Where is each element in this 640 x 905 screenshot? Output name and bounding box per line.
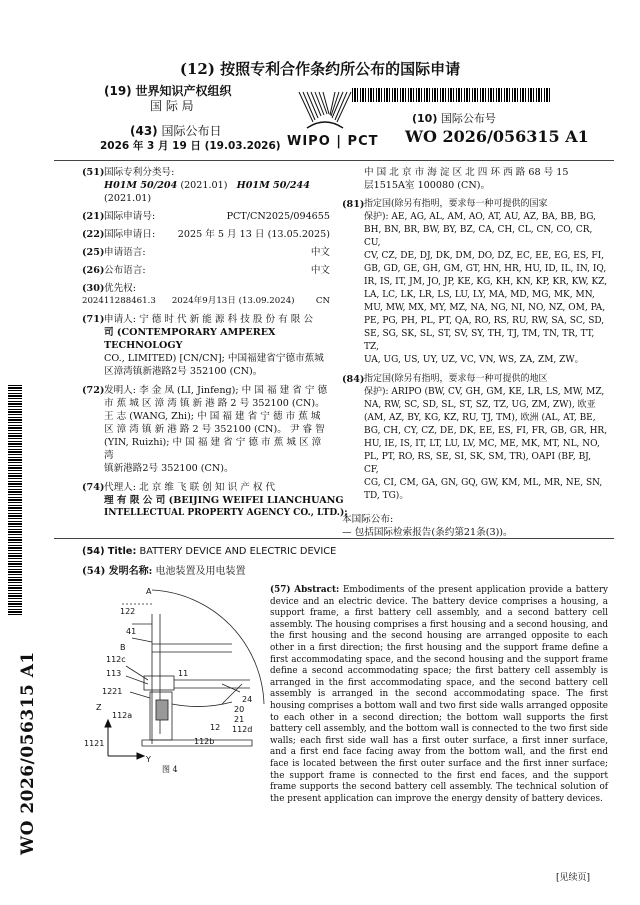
label-1121: 1121 [84,739,105,748]
abstract: (57) Abstract: Embodiments of the present application provide a battery device and an electric device. The battery device comprises a housing, a support frame, a first battery cell assembly, and a second battery cell assembly. The housing comprises a first housing and a second housing, and the first housing and the second housing are arranged opposite to each other in a first direction; the first housing and the support frame define a first accommodating space, and the second housing and the support frame define a second accommodating space; the first battery cell assembly is arranged in the first accommodating space, and the second battery cell assembly is arranged in the second accommodating space. The first housing comprises a bottom wall and two first side walls arranged opposite to each other in a second direction; the bottom wall supports the first battery cell assembly, and the bottom wall is connected to the two first side walls; each first side wall has a first outer surface, a first inner surface, and a first end face facing away from the bottom wall, and the first end face is located between the first outer surface and the first inner surface; the support frame is connected to the first end faces, and the support frame supports the second battery cell assembly. The technical solution of the present application can improve the energy density of battery devices. [270,585,608,804]
figure-drawing [82,584,267,784]
axis-y-arrow [137,753,144,759]
org-name: 世界知识产权组织 [135,84,232,98]
label-Z: Z [96,703,102,712]
title-english: (54) Title: BATTERY DEVICE AND ELECTRIC DEVICE [82,546,337,557]
label-11: 11 [178,669,189,678]
pubdate-value: 2026 年 3 月 19 日 (19.03.2026) [100,140,281,152]
header-divider [54,160,614,161]
field-21: (21) 国际申请号: PCT/CN2025/094655 [82,211,330,222]
field-72: (72) 发明人: 李 金 凤 (LI, Jinfeng); 中 国 福 建 省 宁 德 市 蕉 城 区 漳 湾 镇 新 港 路 2 号 352100 (CN)。 王 志 (WANG, Zhi); 中 国 福 建 省 宁 德 市 蕉 城 区 漳 湾 镇 新 港 路 2 号 352100 (CN)。 尹 睿 智 (YIN, Ruizhi); 中 国 福 建 省 宁 德 市 蕉 城 区 漳 湾 镇新港路2号 352100 (CN)。 [82,385,328,474]
label-24: 24 [242,695,253,704]
side-publication-number: WO 2026/056315 A1 [18,651,38,855]
org-bureau: 国 际 局 [150,99,194,113]
figure-4 [82,584,267,784]
figure-leader [130,692,150,698]
org-num: (19) [104,84,132,98]
title-divider [54,538,614,539]
label-112a: 112a [112,711,133,720]
continued-note: [见续页] [556,873,591,883]
label-122: 122 [120,607,136,616]
pubno-value: WO 2026/056315 A1 [405,127,589,146]
field-25: (25) 申请语言: 中文 [82,247,330,258]
figure-labels [84,587,252,764]
figure-line [174,680,250,688]
pubno-num: (10) [412,112,438,125]
field-30: (30) 优先权: [82,283,137,294]
barcode-side [8,385,22,615]
biblio-right: 中 国 北 京 市 海 淀 区 北 四 环 西 路 68 号 15 层1515A室 100080 (CN)。 (81) 指定国(除另有指明，要求每一种可提供的国家 保护): AE, AG, AL, AM, AO, AT, AU, AZ, BA, BB, BG, BH, BN, BR, BW, BY, BZ, CA, CH, CL, CN, CO, CR, CU, CV, CZ, DE, DJ, DK, DM, DO, DZ, EC, EE, EG, ES, FI, GB, GD, GE, GH, GM, GT, HN, HR, HU, ID, IL, IN, IQ, IR, IS, IT, JM, JO, JP, KE, KG, KH, KN, KP, KR, KW, KZ, LA, LC, LK, LR, LS, LU, LY, MA, MD, MG, MK, MN, MU, MW, MX, MY, MZ, NA, NG, NI, NO, NZ, OM, PA, PE, PG, PH, PL, PT, QA, RO, RS, RU, RW, SA, SC, SD, SE, SG, SK, SL, ST, SV, SY, TH, TJ, TM, TN, TR, TT, TZ, UA, UG, US, UY, UZ, VC, VN, WS, ZA, ZM, ZW。 (84) 指定国(除另有指明，要求每一种可提供的地区 保护): ARIPO (BW, CV, GH, GM, KE, LR, LS, MW, MZ, NA, RW, SC, SD, SL, ST, SZ, TZ, UG, ZM, ZW), 欧亚 (AM, AZ, BY, KG, KZ, RU, TJ, TM), 欧洲 (AL, AT, BE, BG, CH, CY, CZ, DE, DK, EE, ES, FI, FR, GB, GR, HR, HU, IE, IS, IT, LT, LU, LV, MC, ME, MK, MT, NL, NO, PL, PT, RO, RS, SE, SI, SK, SM, TR), OAPI (BF, BJ, CF, CG, CI, CM, GA, GN, GQ, GW, KM, ML, MR, NE, SN, TD, TG)。 本国际公布: — 包括国际检索报告(条约第21条(3))。 [342,167,608,538]
figure-leader [126,666,148,680]
label-112b: 112b [194,737,215,746]
figure-leader [126,676,148,684]
pubdate-block [100,124,281,154]
label-Y: Y [146,755,151,764]
publication-note-item: — 包括国际检索报告(条约第21条(3))。 [342,527,513,538]
figure-leader [132,638,152,642]
field-22: (22) 国际申请日: 2025 年 5 月 13 日 (13.05.2025) [82,229,330,240]
figure-caption: 图 4 [162,765,178,774]
label-112d: 112d [232,725,253,734]
title-chinese: (54) 发明名称: 电池装置及用电装置 [82,566,246,577]
pubno-label-row [412,112,496,125]
field-71: (71) 申请人: 宁 德 时 代 新 能 源 科 技 股 份 有 限 公 司 (CONTEMPORARY AMPEREX TECHNOLOGY CO., LIMITED) [CN/CN]; 中国福建省宁德市蕉城 区漳湾镇新港路2号 352100 (CN)。 [82,314,324,377]
pubdate-num: (43) [130,124,158,138]
label-21: 21 [234,715,245,724]
publication-note-label: 本国际公布: [342,514,394,525]
abstract-text: Embodiments of the present application provide a battery device and an electric device. The battery device comprises a housing, a support frame, a first battery cell assembly, and a second battery cell assembly. The housing comprises a first housing and a second housing, and the first housing and the second housing are arranged opposite to each other in a first direction; the first housing and the support frame define a first accommodating space, and the second housing and the support frame define a second accommodating space; the first battery cell assembly is arranged in the first accommodating space, and the second battery cell assembly is arranged in the second accommodating space. The first housing comprises a bottom wall and two first side walls arranged opposite to each other in a second direction; the bottom wall supports the first battery cell assembly, and the bottom wall is connected to the two first side walls; each first side wall has a first outer surface, a first inner surface, and a first end face facing away from the bottom wall, and the first end face is located between the first outer surface and the first inner surface; the support frame is connected to the first end faces, and the support frame supports the second battery cell assembly. The technical solution of the present application can improve the energy density of battery devices. [270,585,608,804]
label-B: B [120,643,126,652]
label-112c: 112c [106,655,126,664]
document-title: (12) 按照专利合作条约所公布的国际申请 [179,60,461,78]
figure-outline-arc [152,590,264,704]
org-block [104,84,232,114]
figure-part [144,676,174,690]
label-41: 41 [126,627,137,636]
wipo-pct-text: WIPO | PCT [287,134,379,149]
figure-part [156,700,168,720]
field-74: (74) 代理人: 北 京 维 飞 联 创 知 识 产 权 代 理 有 限 公 司 (BEIJING WEIFEI LIANCHUANG INTELLECTUAL PROPERTY AGENCY CO., LTD.); [82,482,348,518]
field-81: (81) 指定国(除另有指明，要求每一种可提供的国家 保护): AE, AG, AL, AM, AO, AT, AU, AZ, BA, BB, BG, BH, BN, BR, BW, BY, BZ, CA, CH, CL, CN, CO, CR, CU, CV, CZ, DE, DJ, DK, DM, DO, DZ, EC, EE, EG, ES, FI, GB, GD, GE, GH, GM, GT, HN, HR, HU, ID, IL, IN, IQ, IR, IS, IT, JM, JO, JP, KE, KG, KH, KN, KP, KR, KW, KZ, LA, LC, LK, LR, LS, LU, LY, MA, MD, MG, MK, MN, MU, MW, MX, MY, MZ, NA, NG, NI, NO, NZ, OM, PA, PE, PG, PH, PL, PT, QA, RO, RS, RU, RW, SA, SC, SD, SE, SG, SK, SL, ST, SV, SY, TH, TJ, TM, TN, TR, TT, TZ, UA, UG, US, UY, UZ, VC, VN, WS, ZA, ZM, ZW。 [342,199,608,365]
label-12: 12 [210,723,221,732]
label-113: 113 [106,669,122,678]
label-1221: 1221 [102,687,123,696]
pubdate-label: 国际公布日 [161,124,222,138]
figure-leader [222,684,242,704]
biblio-left: (51) 国际专利分类号: H01M 50/204 (2021.01) H01M 50/244 (2021.01) (21) 国际申请号: PCT/CN2025/094655 (22) 国际申请日: 2025 年 5 月 13 日 (13.05.2025) (25) 申请语言: 中文 (26) 公布语言: 中文 (30) 优先权: 202411288461.3 2024年9月13日 (13.09.2024) CN (71) 申请人: 宁 德 时 代 新 能 源 科 技 股 份 有 限 公 司 (CONTEMPORARY AMPEREX TECHNOLOGY CO., LIMITED) [CN/CN]; 中国福建省宁德市蕉城 区漳湾镇新港路2号 352100 (CN)。 (72) 发明人: 李 金 凤 (LI, Jinfeng); 中 国 福 建 省 宁 德 市 蕉 城 区 漳 湾 镇 新 港 路 2 号 352100 (CN)。 王 志 (WANG, Zhi); 中 国 福 建 省 宁 德 市 蕉 城 区 漳 湾 镇 新 港 路 2 号 352100 (CN)。 尹 睿 智 (YIN, Ruizhi); 中 国 福 建 省 宁 德 市 蕉 城 区 漳 湾 镇新港路2号 352100 (CN)。 (74) 代理人: 北 京 维 飞 联 创 知 识 产 权 代 理 有 限 公 司 (BEIJING WEIFEI LIANCHUANG INTELLECTUAL PROPERTY AGENCY CO., LTD.); [82,167,348,518]
pubno-label: 国际公布号 [440,112,496,125]
field-84: (84) 指定国(除另有指明，要求每一种可提供的地区 保护): ARIPO (BW, CV, GH, GM, KE, LR, LS, MW, MZ, NA, RW, SC, SD, SL, ST, SZ, TZ, UG, ZM, ZW), 欧亚 (AM, AZ, BY, KG, KZ, RU, TJ, TM), 欧洲 (AL, AT, BE, BG, CH, CY, CZ, DE, DK, EE, ES, FI, FR, GB, GR, HR, HU, IE, IS, IT, LT, LU, LV, MC, ME, MK, MT, NL, NO, PL, PT, RO, RS, SE, SI, SK, SM, TR), OAPI (BF, BJ, CF, CG, CI, CM, GA, GN, GQ, GW, KM, ML, MR, NE, SN, TD, TG)。 [342,374,608,501]
field-51: (51) 国际专利分类号: [82,167,175,178]
field-26: (26) 公布语言: 中文 [82,265,330,276]
label-20: 20 [234,705,245,714]
barcode-top [352,88,552,102]
axis-z-arrow [105,720,111,727]
label-A: A [146,587,152,596]
